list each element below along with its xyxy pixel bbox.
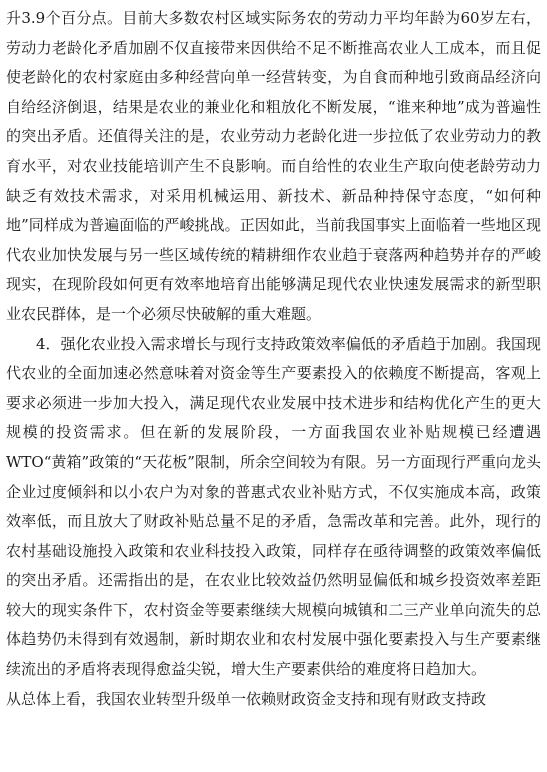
document-page [6, 4, 541, 714]
paragraph-investment-policy: 4．强化农业投入需求增长与现行支持政策效率偏低的矛盾趋于加剧。我国现代农业的全面加速必然意味着对资金等生产要素投入的依赖度不断提高，客观上要求必须进一步加大投入，满足现代农业发展中技术进步和结构优化产生的更大规模的投资需求。但在新的发展阶段，一方面我国农业补贴规模已经遭遇WTO“黄箱”政策的“天花板”限制，所余空间较为有限。另一方面现行严重向龙头企业过度倾斜和以小农户为对象的普惠式农业补贴方式，不仅实施成本高，政策效率低，而且放大了财政补贴总量不足的矛盾，急需改革和完善。此外，现行的农村基础设施投入政策和农业科技投入政策，同样存在亟待调整的政策效率偏低的突出矛盾。还需指出的是，在农业比较效益仍然明显偏低和城乡投资效率差距较大的现实条件下，农村资金等要素继续大规模向城镇和二三产业单向流失的总体趋势仍未得到有效遏制，新时期农业和农村发展中强化要素投入与生产要素继续流出的矛盾将表现得愈益尖锐，增大生产要素供给的难度将日趋加大。 [6, 334, 541, 679]
paragraph-labor-aging: 升3.9个百分点。目前大多数农村区域实际务农的劳动力平均年龄为60岁左右，劳动力老龄化矛盾加剧不仅直接带来因供给不足不断推高农业人工成本，而且促使老龄化的农村家庭由多种经营向单一经营转变，为自食而种地引致商品经济向自给经济倒退，结果是农业的兼业化和粗放化不断发展，“谁来种地”成为普遍性的突出矛盾。还值得关注的是，农业劳动力老龄化进一步拉低了农业劳动力的教育水平，对农业技能培训产生不良影响。而自给性的农业生产取向使老龄劳动力缺乏有效技术需求，对采用机械运用、新技术、新品种持保守态度，“如何种地”同样成为普遍面临的严峻挑战。正因如此，当前我国事实上面临着一些地区现代农业加快发展与另一些区域传统的精耕细作农业趋于衰落两种趋势并存的严峻现实，在现阶段如何更有效率地培育出能够满足现代农业快速发展需求的新型职业农民群体，是一个必须尽快破解的重大难题。 [6, 9, 541, 323]
paragraph-overall-summary: 从总体上看，我国农业转型升级单一依赖财政资金支持和现有财政支持政 [6, 689, 487, 708]
